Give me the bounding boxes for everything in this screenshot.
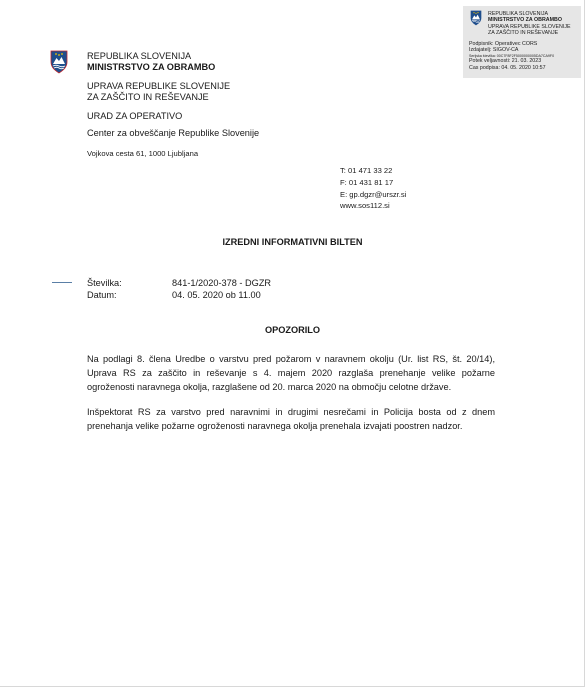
signature-issuer: Izdajatelj: SIGOV-CA — [469, 47, 519, 54]
paragraph-1 — [87, 352, 495, 394]
document-date-value: 04. 05. 2020 ob 11.00 — [172, 290, 261, 300]
letterhead-administration-line-2: ZA ZAŠČITO IN REŠEVANJE — [87, 92, 209, 102]
signature-serial: Serijska številka: 00C7F8F2F5000000005DA7CA9F0 — [469, 53, 555, 58]
signature-header-line: MINISTRSTVO ZA OBRAMBO — [488, 17, 562, 24]
coat-of-arms-icon — [50, 50, 68, 74]
margin-marker-line — [52, 282, 72, 283]
letterhead-ministry: MINISTRSTVO ZA OBRAMBO — [87, 62, 216, 72]
paragraph-line: ogroženosti naravnega okolja, razglašene od 20. marca 2020 na območju celotne države. — [87, 382, 452, 392]
paragraph-line: Na podlagi 8. člena Uredbe o varstvu pred požarom v naravnem okolju (Ur. list RS, št. 20/14), — [87, 354, 495, 364]
signature-signed-at: Čas podpisa: 04. 05. 2020 10:57 — [469, 64, 546, 71]
paragraph-2 — [87, 405, 495, 433]
paragraph-line: prenehanja velike požarne ogroženosti naravnega okolja prenehala izvajati poostren nadzor. — [87, 421, 463, 431]
document-number-value: 841-1/2020-378 - DGZR — [172, 278, 272, 288]
contact-phone: T: 01 471 33 22 — [340, 166, 393, 175]
signature-details — [469, 41, 579, 71]
contact-website: www.sos112.si — [340, 201, 390, 210]
signature-header-line: ZA ZAŠČITO IN REŠEVANJE — [488, 30, 559, 37]
signature-valid-until: Potek veljavnosti: 21. 03. 2023 — [469, 58, 542, 65]
paragraph-line: Uprava RS za zaščito in reševanje s 4. majem 2020 razglaša prenehanje velike požarne — [87, 368, 495, 378]
letterhead-administration-line-1: UPRAVA REPUBLIKE SLOVENIJE — [87, 81, 231, 91]
document-title: IZREDNI INFORMATIVNI BILTEN — [222, 237, 363, 247]
letterhead-address: Vojkova cesta 61, 1000 Ljubljana — [87, 149, 199, 158]
document-date-label: Datum: — [87, 290, 117, 300]
letterhead-office: URAD ZA OPERATIVO — [87, 111, 183, 121]
signature-signer: Podpisnik: Operativec CORS — [469, 41, 538, 47]
contact-email: E: gp.dgzr@urszr.si — [340, 190, 407, 199]
letterhead-center: Center za obveščanje Republike Slovenije — [87, 128, 260, 138]
signature-header — [488, 11, 578, 37]
document-subtitle: OPOZORILO — [264, 325, 321, 335]
paragraph-line: Inšpektorat RS za varstvo pred naravnimi in drugimi nesrečami in Policija bosta od z dnem — [87, 407, 495, 417]
signature-header-line: REPUBLIKA SLOVENIJA — [488, 11, 549, 17]
contact-fax: F: 01 431 81 17 — [340, 178, 394, 187]
letterhead-country: REPUBLIKA SLOVENIJA — [87, 51, 192, 61]
document-number-label: Številka: — [87, 278, 122, 288]
signature-header-line: UPRAVA REPUBLIKE SLOVENIJE — [488, 23, 571, 30]
electronic-signature-box — [463, 6, 581, 78]
coat-of-arms-icon — [470, 10, 482, 26]
